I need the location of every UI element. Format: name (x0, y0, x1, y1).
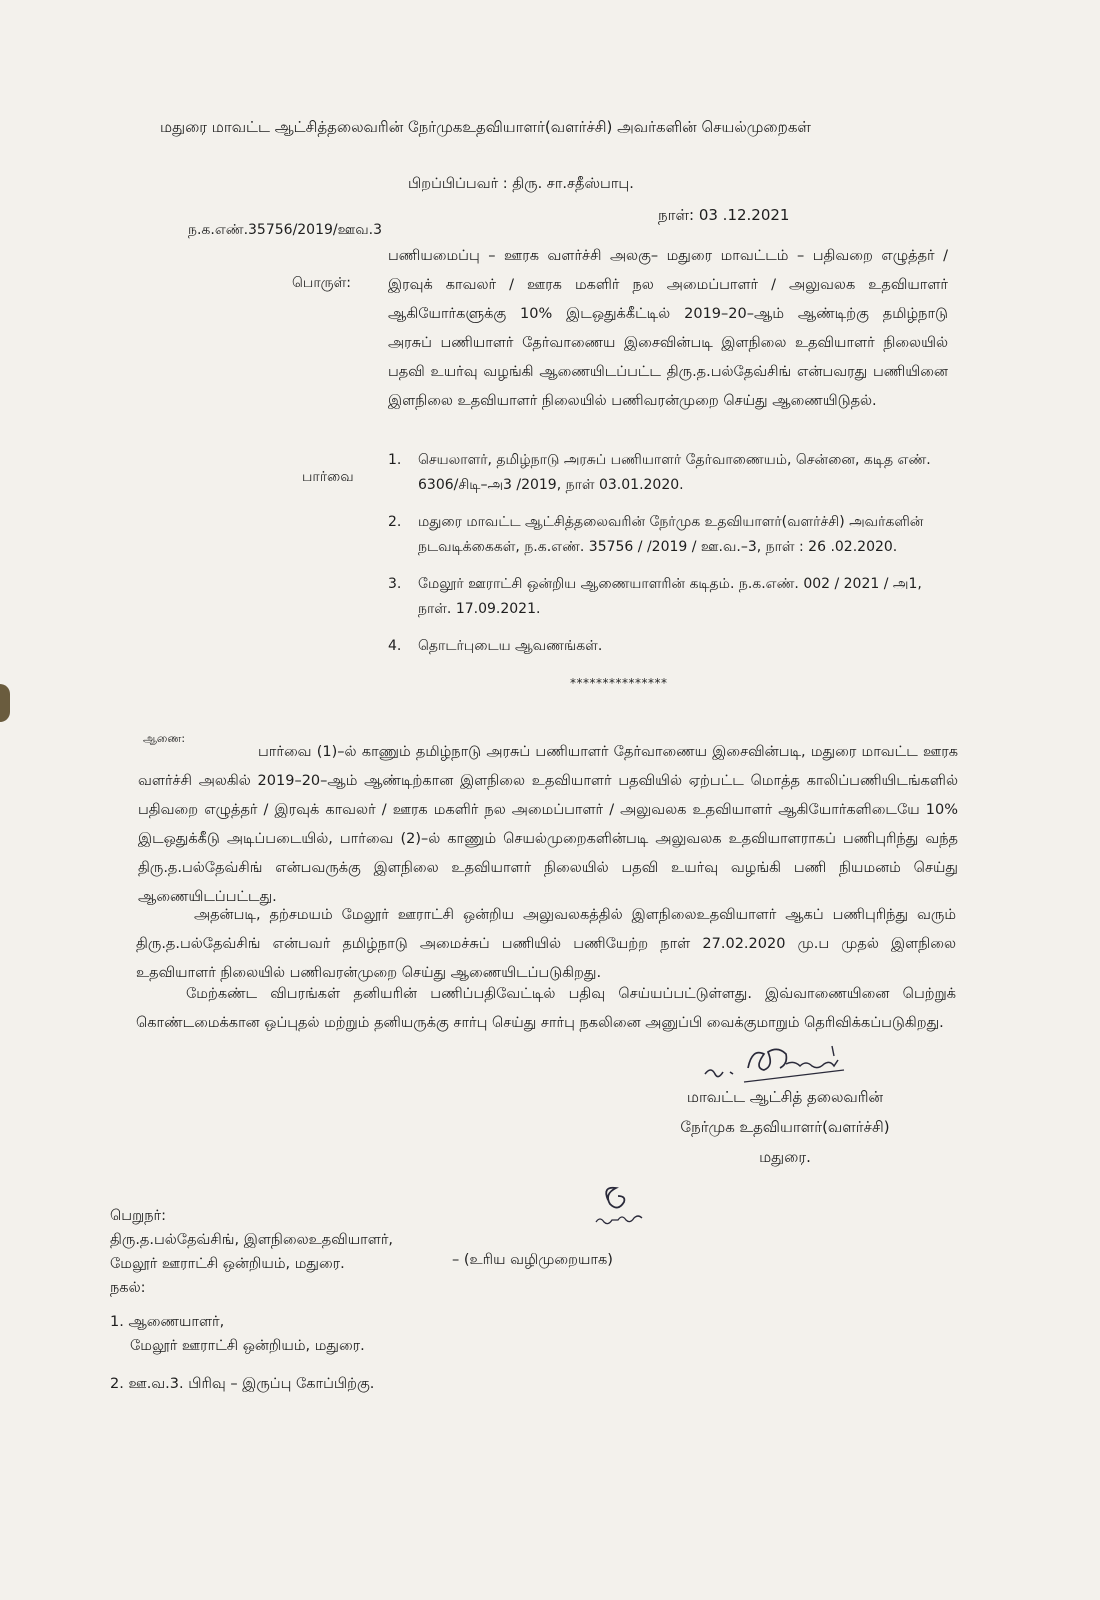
reference-text: மதுரை மாவட்ட ஆட்சித்தலைவரின் நேர்முக உதவியாளர்(வளர்ச்சி) அவர்களின் நடவடிக்கைகள், ந.க.எண். 35756 / /2019 / ஊ.வ.–3, நாள் : 26 .02.2020. (418, 514, 924, 555)
order-paragraph: மேற்கண்ட விபரங்கள் தனியரின் பணிப்பதிவேட்டில் பதிவு செய்யப்பட்டுள்ளது. இவ்வாணையினை பெற்றுக் கொண்டமைக்கான ஒப்புதல் மற்றும் தனியருக்கு சார்பு செய்து சார்பு நகலினை அனுப்பி வைக்குமாறும் தெரிவிக்கப்படுகிறது. (136, 986, 956, 1031)
reference-text: செயலாளர், தமிழ்நாடு அரசுப் பணியாளர் தேர்வாணையம், சென்னை, கடித எண். 6306/சிடி–அ3 /2019, நாள் 03.01.2020. (418, 452, 931, 493)
recipient-block (110, 1204, 393, 1396)
reference-item (388, 572, 948, 622)
reference-number-label: 4. (388, 638, 402, 654)
signatory-location: மதுரை. (759, 1148, 811, 1166)
reference-number-label: 3. (388, 576, 402, 592)
order-date: நாள்: 03 .12.2021 (658, 206, 790, 224)
references-label: பார்வை (302, 469, 354, 485)
signature-block (640, 1082, 930, 1172)
handwritten-initial (590, 1182, 650, 1230)
reference-item (388, 448, 948, 498)
copy-label: நகல்: (110, 1280, 146, 1296)
order-paragraph: பார்வை (1)–ல் காணும் தமிழ்நாடு அரசுப் பணியாளர் தேர்வாணைய இசைவின்படி, மதுரை மாவட்ட ஊரக வளர்ச்சி அலகில் 2019–20–ஆம் ஆண்டிற்கான இளநிலை உதவியாளர் பதவியில் ஏற்பட்ட மொத்த காலிப்பணியிடங்களில் பதிவறை எழுத்தர் / இரவுக் காவலர் / ஊரக மகளிர் நல அமைப்பாளர் / அலுவலக உதவியாளர் ஆகியோர்களிடையே 10% இடஒதுக்கீடு அடிப்படையில், பார்வை (2)–ல் காணும் செயல்முறைகளின்படி அலுவலக உதவியாளராகப் பணிபுரிந்து வந்த திரு.த.பல்தேவ்சிங் என்பவருக்கு இளநிலை உதவியாளர் நிலையில் பதவி உயர்வு வழங்கி பணி நியமனம் செய்து ஆணையிடப்பட்டது. (138, 744, 958, 905)
order-label: ஆணை: (143, 732, 186, 745)
route-note: – (உரிய வழிமுறையாக) (452, 1252, 613, 1268)
reference-number-label: 2. (388, 514, 402, 530)
handwritten-signature (700, 1038, 860, 1088)
separator-stars: *************** (570, 676, 668, 690)
punch-hole (0, 684, 10, 722)
subject-label: பொருள்: (292, 275, 351, 291)
reference-text: தொடர்புடைய ஆவணங்கள். (418, 638, 603, 654)
signatory-designation: நேர்முக உதவியாளர்(வளர்ச்சி) (680, 1118, 890, 1136)
reference-text: மேலூர் ஊராட்சி ஒன்றிய ஆணையாளரின் கடிதம். ந.க.எண். 002 / 2021 / அ1, நாள். 17.09.2021. (418, 576, 922, 617)
subject-text: பணியமைப்பு – ஊரக வளர்ச்சி அலகு– மதுரை மாவட்டம் – பதிவறை எழுத்தர் / இரவுக் காவலர் / ஊரக மகளிர் நல அமைப்பாளர் / அலுவலக உதவியாளர் ஆகியோர்களுக்கு 10% இடஒதுக்கீட்டில் 2019–20–ஆம் ஆண்டிற்கு தமிழ்நாடு அரசுப் பணியாளர் தேர்வாணைய இசைவின்படி இளநிலை உதவியாளர் நிலையில் பதவி உயர்வு வழங்கி ஆணையிடப்பட்ட திரு.த.பல்தேவ்சிங் என்பவரது பணியினை இளநிலை உதவியாளர் நிலையில் பணிவரன்முறை செய்து ஆணையிடுதல். (388, 248, 948, 409)
reference-number: ந.க.எண்.35756/2019/ஊவ.3 (188, 222, 383, 238)
recipient-label: பெறுநர்: (110, 1208, 166, 1224)
copy-item: 1. ஆணையாளர், (110, 1314, 225, 1330)
reference-item (388, 510, 948, 560)
reference-item (388, 634, 948, 659)
document-title: மதுரை மாவட்ட ஆட்சித்தலைவரின் நேர்முகஉதவியாளர்(வளர்ச்சி) அவர்களின் செயல்முறைகள் (160, 118, 811, 136)
recipient-office: மேலூர் ஊராட்சி ஒன்றியம், மதுரை. (110, 1256, 345, 1272)
copy-item-detail: மேலூர் ஊராட்சி ஒன்றியம், மதுரை. (130, 1338, 365, 1354)
recipient-name: திரு.த.பல்தேவ்சிங், இளநிலைஉதவியாளர், (110, 1232, 394, 1248)
references-list (388, 448, 948, 659)
signatory-designation: மாவட்ட ஆட்சித் தலைவரின் (686, 1088, 884, 1106)
order-paragraph: அதன்படி, தற்சமயம் மேலூர் ஊராட்சி ஒன்றிய அலுவலகத்தில் இளநிலைஉதவியாளர் ஆகப் பணிபுரிந்து வரும் திரு.த.பல்தேவ்சிங் என்பவர் தமிழ்நாடு அமைச்சுப் பணியில் பணியேற்ற நாள் 27.02.2020 மு.ப முதல் இளநிலை உதவியாளர் நிலையில் பணிவரன்முறை செய்து ஆணையிடப்படுகிறது. (136, 907, 956, 981)
copy-item: 2. ஊ.வ.3. பிரிவு – இருப்பு கோப்பிற்கு. (110, 1376, 375, 1392)
issuer-line: பிறப்பிப்பவர் : திரு. சா.சதீஸ்பாபு. (408, 176, 634, 192)
reference-number-label: 1. (388, 452, 402, 468)
